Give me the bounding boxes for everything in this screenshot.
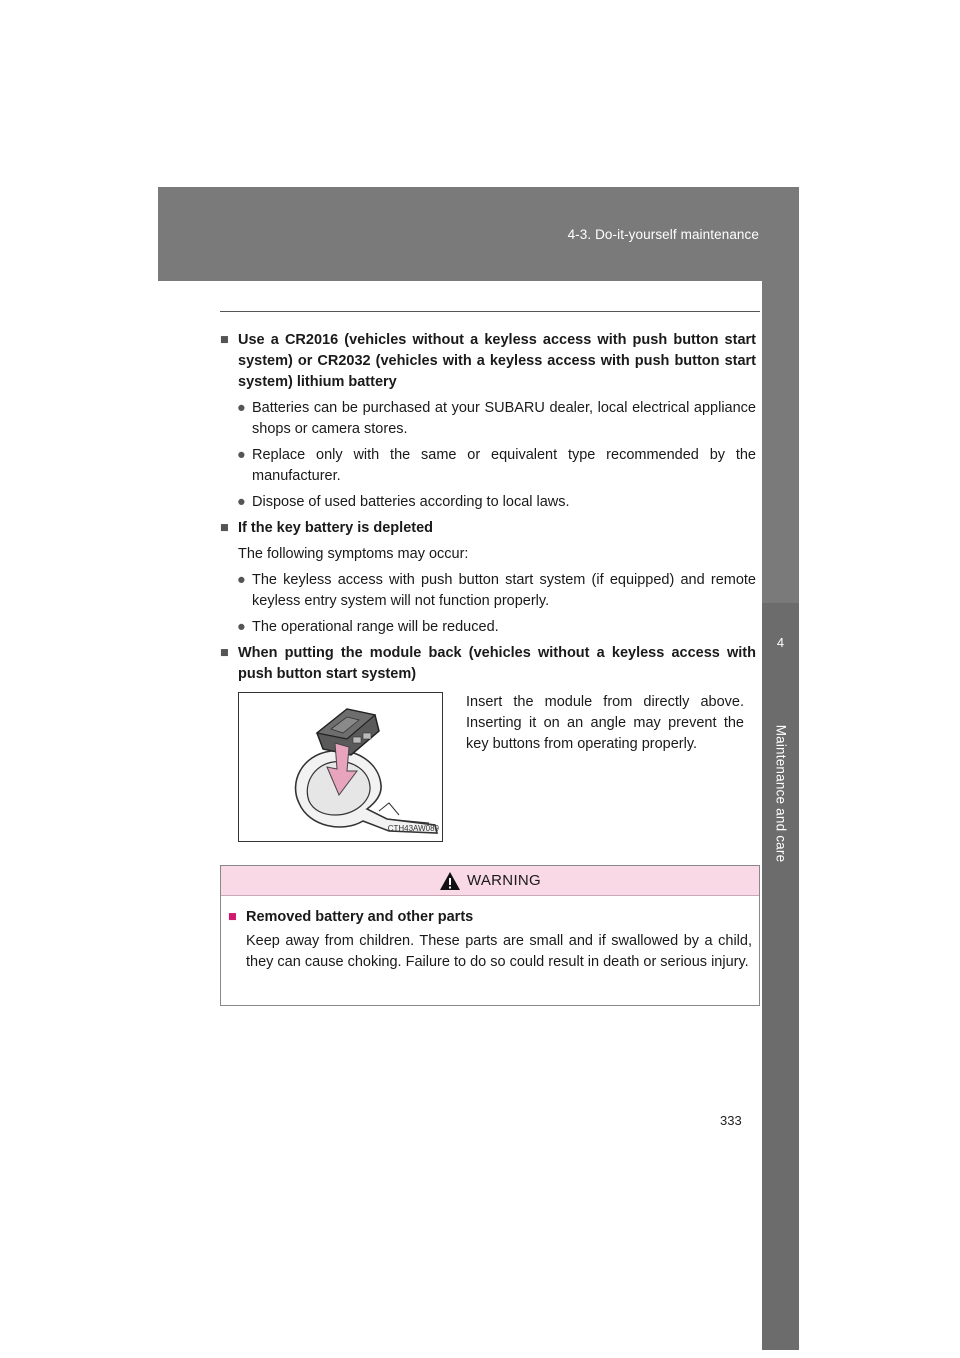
square-marker: ■: [220, 332, 229, 348]
section-heading-module-back: ■ When putting the module back (vehicles without a keyless access with push button start system): [220, 645, 756, 682]
warning-box: [220, 865, 760, 1006]
warning-heading: ■ Removed battery and other parts: [228, 907, 752, 928]
chapter-label: Maintenance and care: [773, 724, 788, 862]
warning-body: [221, 896, 759, 973]
section-heading-battery-type: ■ Use a CR2016 (vehicles without a keyless access with push button start system) or CR2032 (vehicles with a keyless access with push button start system) lithium battery: [220, 332, 756, 390]
page-header: [158, 187, 799, 281]
depleted-intro: The following symptoms may occur:: [238, 546, 469, 562]
top-rule: [220, 311, 760, 312]
bullet-item: ● Replace only with the same or equivalent type recommended by the manufacturer.: [237, 447, 756, 484]
page-number: 333: [720, 1113, 742, 1128]
bullet-dot: ●: [237, 494, 246, 510]
figure-row: [220, 692, 756, 868]
square-marker: ■: [220, 520, 229, 536]
bullet-item: ● Dispose of used batteries according to local laws.: [220, 492, 756, 513]
bullet-dot: ●: [237, 400, 246, 416]
bullet-item: ● The operational range will be reduced.: [220, 617, 756, 638]
square-marker: ■: [228, 909, 237, 925]
square-marker: ■: [220, 645, 229, 661]
side-tab-chapter: [762, 603, 799, 1350]
warning-title: WARNING: [466, 872, 542, 889]
bullet-dot: ●: [237, 619, 246, 635]
bullet-dot: ●: [237, 572, 246, 588]
figure-caption: CTH43AW089: [387, 824, 439, 833]
warning-text: Keep away from children. These parts are small and if swallowed by a child, they can cause choking. Failure to do so could result in death or serious injury.: [246, 933, 752, 970]
warning-header: [221, 866, 759, 896]
key-module-illustration: [238, 692, 443, 842]
chapter-label-wrap: [762, 718, 799, 868]
bullet-item: ● Batteries can be purchased at your SUBARU dealer, local electrical appliance shops or camera stores.: [237, 400, 756, 437]
main-content: [220, 330, 756, 868]
side-tab-top: [762, 281, 799, 603]
figure-text: Insert the module from directly above. Inserting it on an angle may prevent the key buttons from operating properly.: [466, 694, 744, 752]
section-heading-depleted: ■ If the key battery is depleted: [220, 518, 756, 539]
bullet-item: ● The keyless access with push button start system (if equipped) and remote keyless entry system will not function properly.: [237, 572, 756, 609]
warning-triangle-icon: [439, 871, 461, 891]
header-title: 4-3. Do-it-yourself maintenance: [567, 227, 759, 242]
bullet-dot: ●: [237, 447, 246, 463]
chapter-number: 4: [776, 635, 785, 650]
